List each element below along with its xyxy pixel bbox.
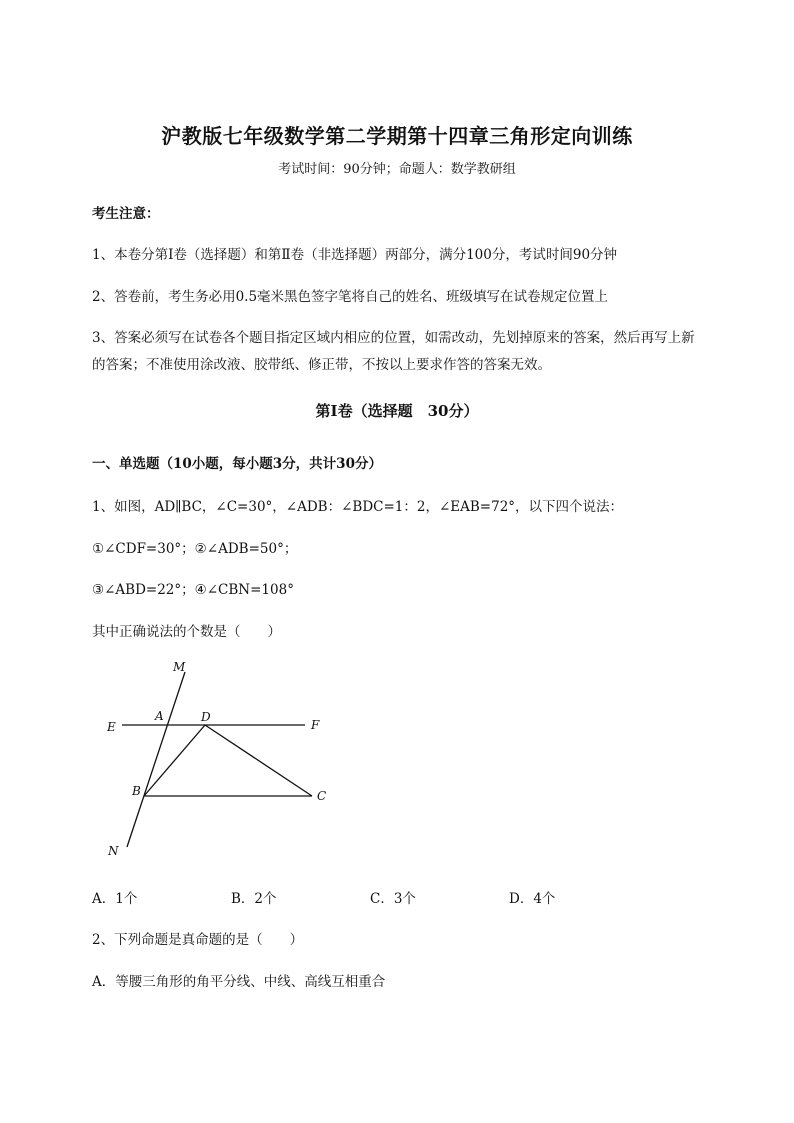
label-d: D — [201, 710, 211, 724]
exam-info: 考试时间：90分钟；命题人：数学教研组 — [278, 162, 516, 177]
q2-option-a[interactable]: A．等腰三角形的角平分线、中线、高线互相重合 — [92, 974, 386, 990]
q1-option-b[interactable]: B．2个 — [231, 891, 277, 907]
q1-option-d[interactable]: D．4个 — [509, 891, 556, 907]
q1-statement-b: ③∠ABD=22°；④∠CBN=108° — [92, 582, 294, 598]
q2-stem: 2、下列命题是真命题的是（ ） — [92, 932, 304, 948]
q1-figure — [100, 655, 340, 865]
label-m: M — [173, 660, 186, 674]
q1-option-c[interactable]: C．3个 — [370, 891, 416, 907]
label-e: E — [107, 720, 116, 734]
label-a: A — [155, 709, 164, 723]
notice-item-1: 1、本卷分第I卷（选择题）和第Ⅱ卷（非选择题）两部分，满分100分，考试时间90分钟 — [92, 247, 618, 263]
q1-stem: 1、如图，AD∥BC，∠C=30°，∠ADB：∠BDC=1：2，∠EAB=72°，以下四个说法： — [92, 499, 624, 515]
segment-bd — [144, 725, 205, 796]
label-c: C — [317, 789, 327, 803]
q1-statement-a: ①∠CDF=30°；②∠ADB=50°； — [92, 541, 298, 557]
q1-ask: 其中正确说法的个数是（ ） — [92, 624, 281, 640]
notice-item-2: 2、答卷前，考生务必用0.5毫米黑色签字笔将自己的姓名、班级填写在试卷规定位置上 — [92, 289, 609, 305]
page-title: 沪教版七年级数学第二学期第十四章三角形定向训练 — [161, 124, 633, 148]
notice-item-3-cont: 的答案；不准使用涂改液、胶带纸、修正带，不按以上要求作答的答案无效。 — [92, 357, 551, 373]
line-mn — [127, 672, 185, 847]
q1-option-a[interactable]: A．1个 — [92, 891, 138, 907]
label-n: N — [108, 844, 119, 858]
part-heading: 一、单选题（10小题，每小题3分，共计30分） — [92, 456, 382, 472]
section-title: 第I卷（选择题 30分） — [315, 402, 479, 420]
label-f: F — [311, 718, 320, 732]
segment-dc — [205, 725, 312, 796]
label-b: B — [132, 784, 141, 798]
notice-item-3: 3、答案必须写在试卷各个题目指定区域内相应的位置，如需改动，先划掉原来的答案，然后再写上新 — [92, 330, 695, 346]
notice-heading: 考生注意： — [92, 206, 160, 222]
